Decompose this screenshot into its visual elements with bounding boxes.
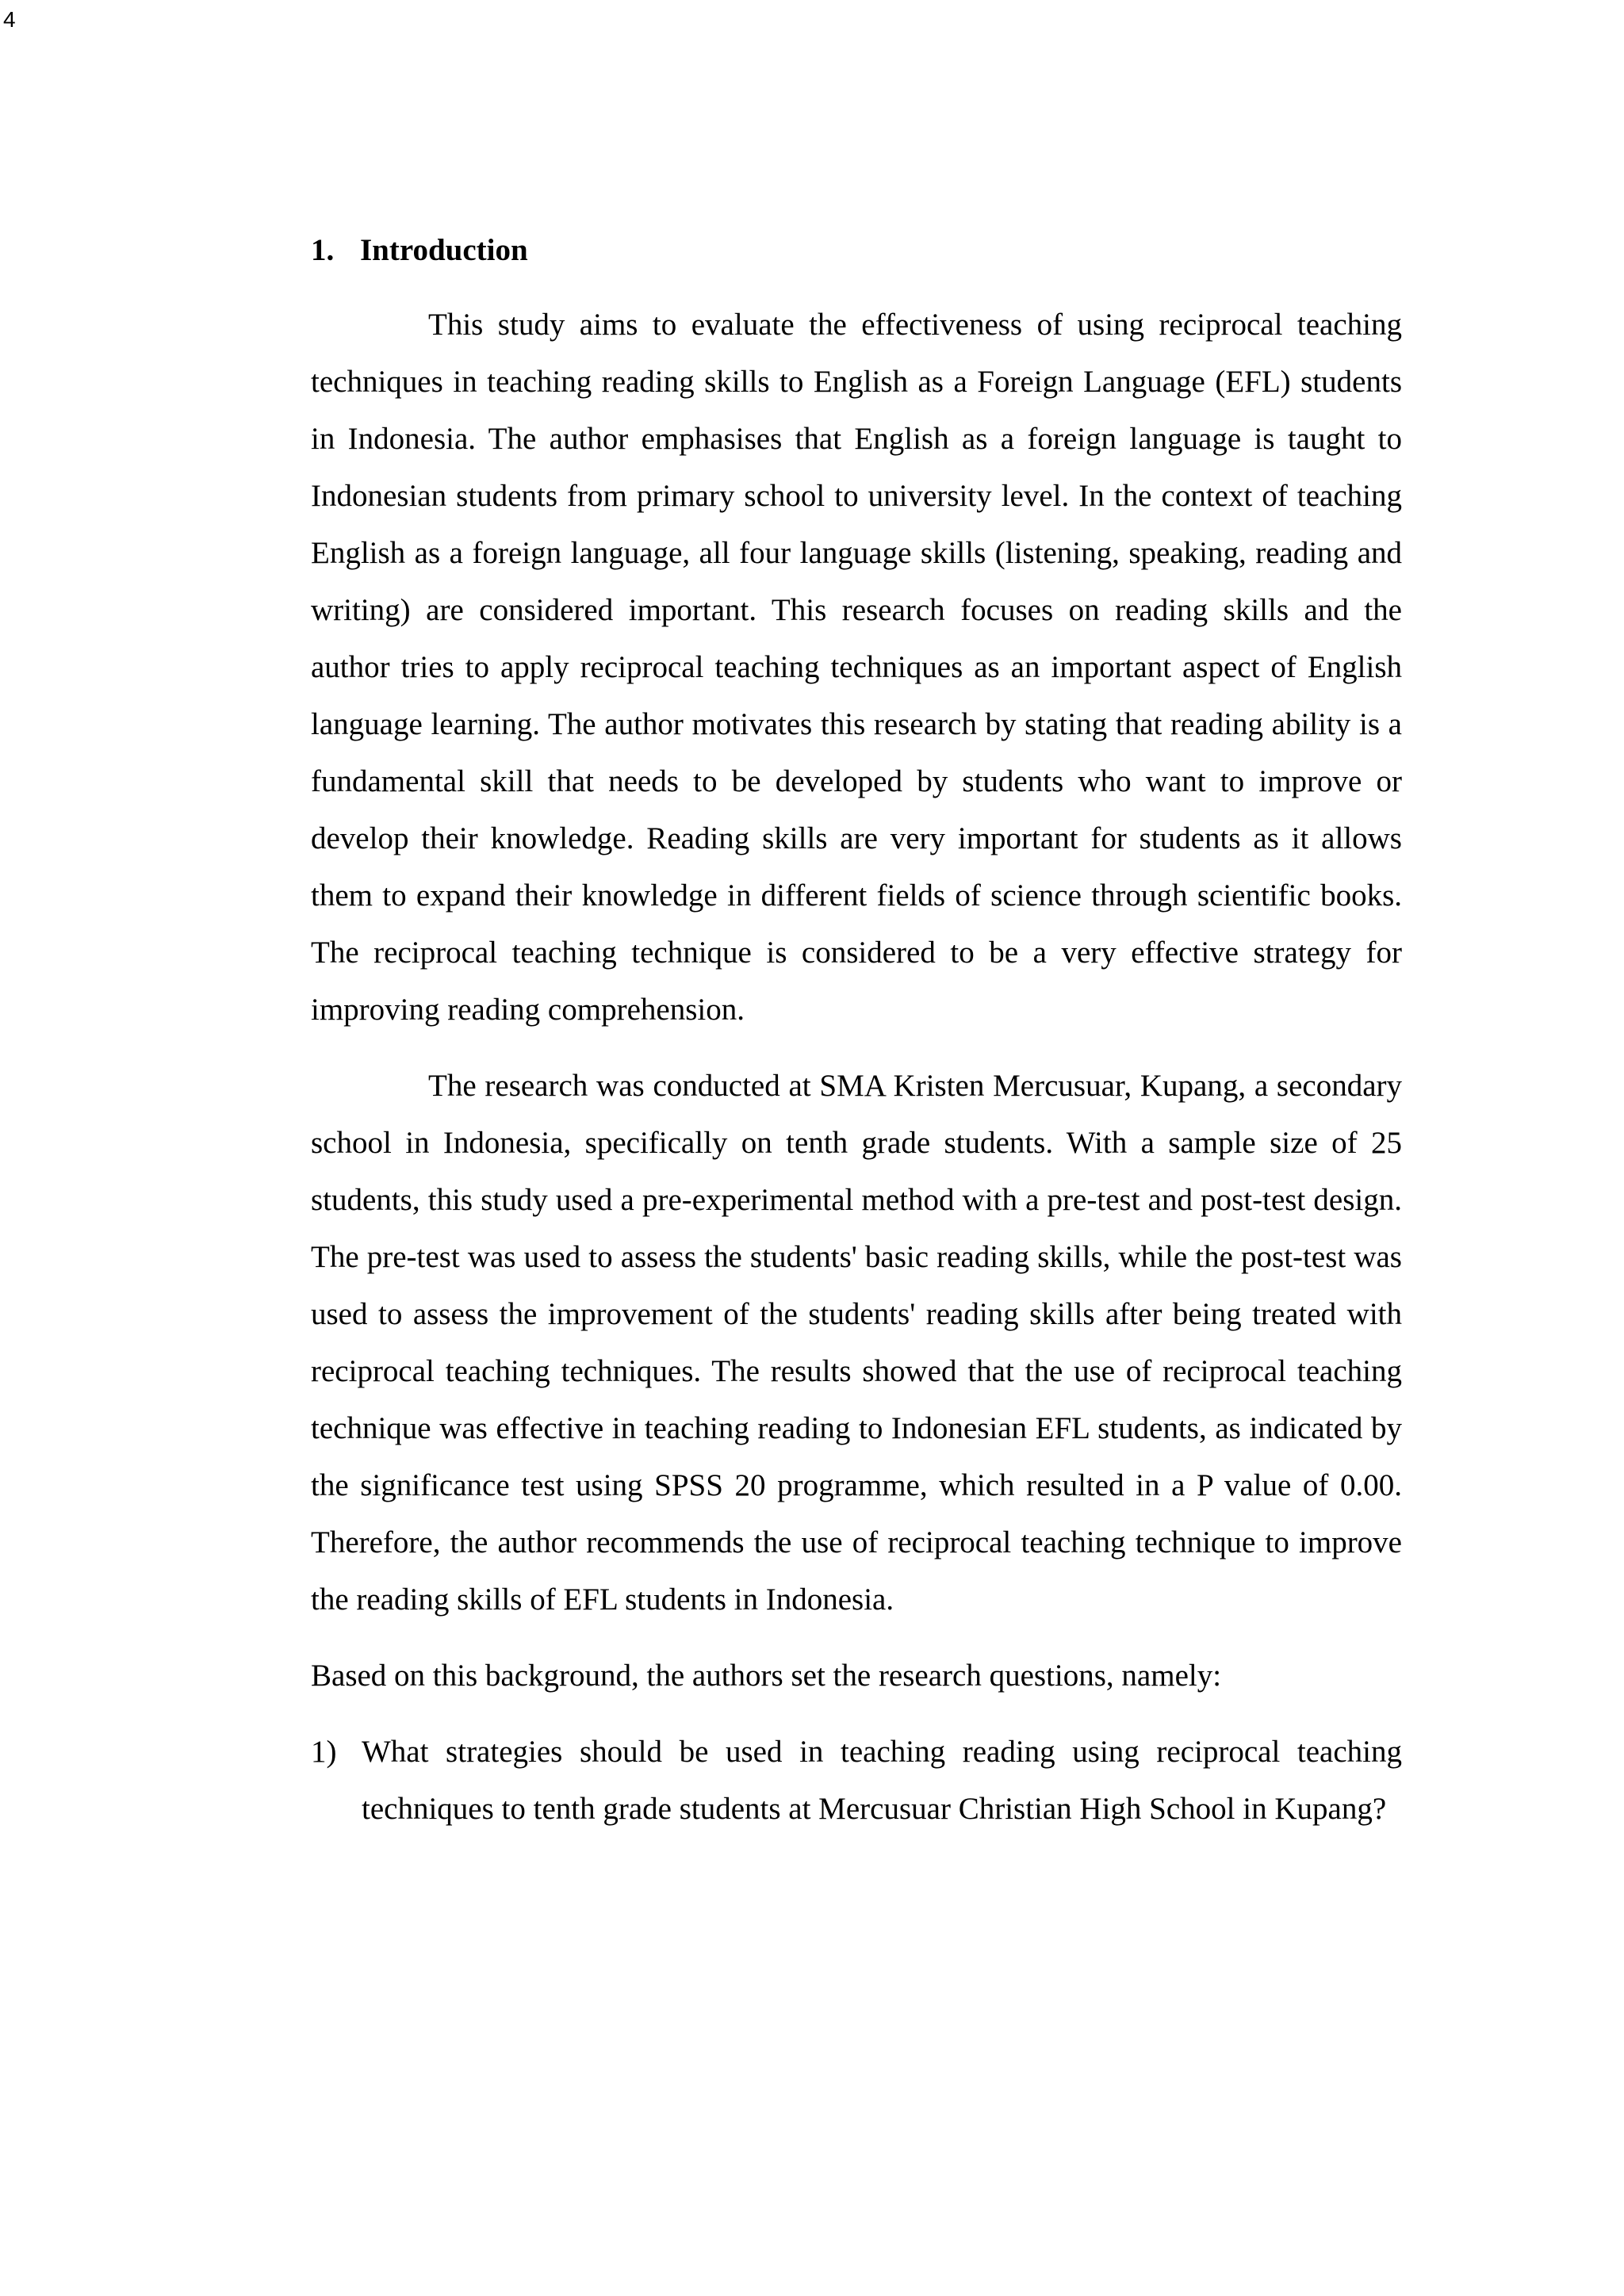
section-number: 1. — [311, 233, 335, 267]
section-title: Introduction — [360, 233, 528, 267]
page-number: 4 — [3, 7, 16, 32]
section-heading — [311, 222, 1402, 279]
paragraph-research-context: The research was conducted at SMA Kristen Mercusuar, Kupang, a secondary school in Indonesia, specifically on tenth grade students. With a sample size of 25 students, this study used a pre-experimental method with a pre-test and post-test design. The pre-test was used to assess the students' basic reading skills, while the post-test was used to assess the improvement of the students' reading skills after being treated with reciprocal teaching techniques. The results showed that the use of reciprocal teaching technique was effective in teaching reading to Indonesian EFL students, as indicated by the significance test using SPSS 20 programme, which resulted in a P value of 0.00. Therefore, the author recommends the use of reciprocal teaching technique to improve the reading skills of EFL students in Indonesia. — [311, 1069, 1402, 1617]
research-question-item — [311, 1724, 1402, 1838]
document-body — [311, 222, 1402, 1838]
research-question-number: 1) — [311, 1735, 337, 1769]
research-questions-lead-in: Based on this background, the authors set the research questions, namely: — [311, 1659, 1222, 1693]
paragraph-study-aims: This study aims to evaluate the effectiveness of using reciprocal teaching techniques in teaching reading skills to English as a Foreign Language (EFL) students in Indonesia. The author emphasises that English as a foreign language is taught to Indonesian students from primary school to university level. In the context of teaching English as a foreign language, all four language skills (listening, speaking, reading and writing) are considered important. This research focuses on reading skills and the author tries to apply reciprocal teaching techniques as an important aspect of English language learning. The author motivates this research by stating that reading ability is a fundamental skill that needs to be developed by students who want to improve or develop their knowledge. Reading skills are very important for students as it allows them to expand their knowledge in different fields of science through scientific books. The reciprocal teaching technique is considered to be a very effective strategy for improving reading comprehension. — [311, 308, 1402, 1027]
research-question-text: What strategies should be used in teaching reading using reciprocal teaching techniques to tenth grade students at Mercusuar Christian High School in Kupang? — [362, 1735, 1402, 1826]
